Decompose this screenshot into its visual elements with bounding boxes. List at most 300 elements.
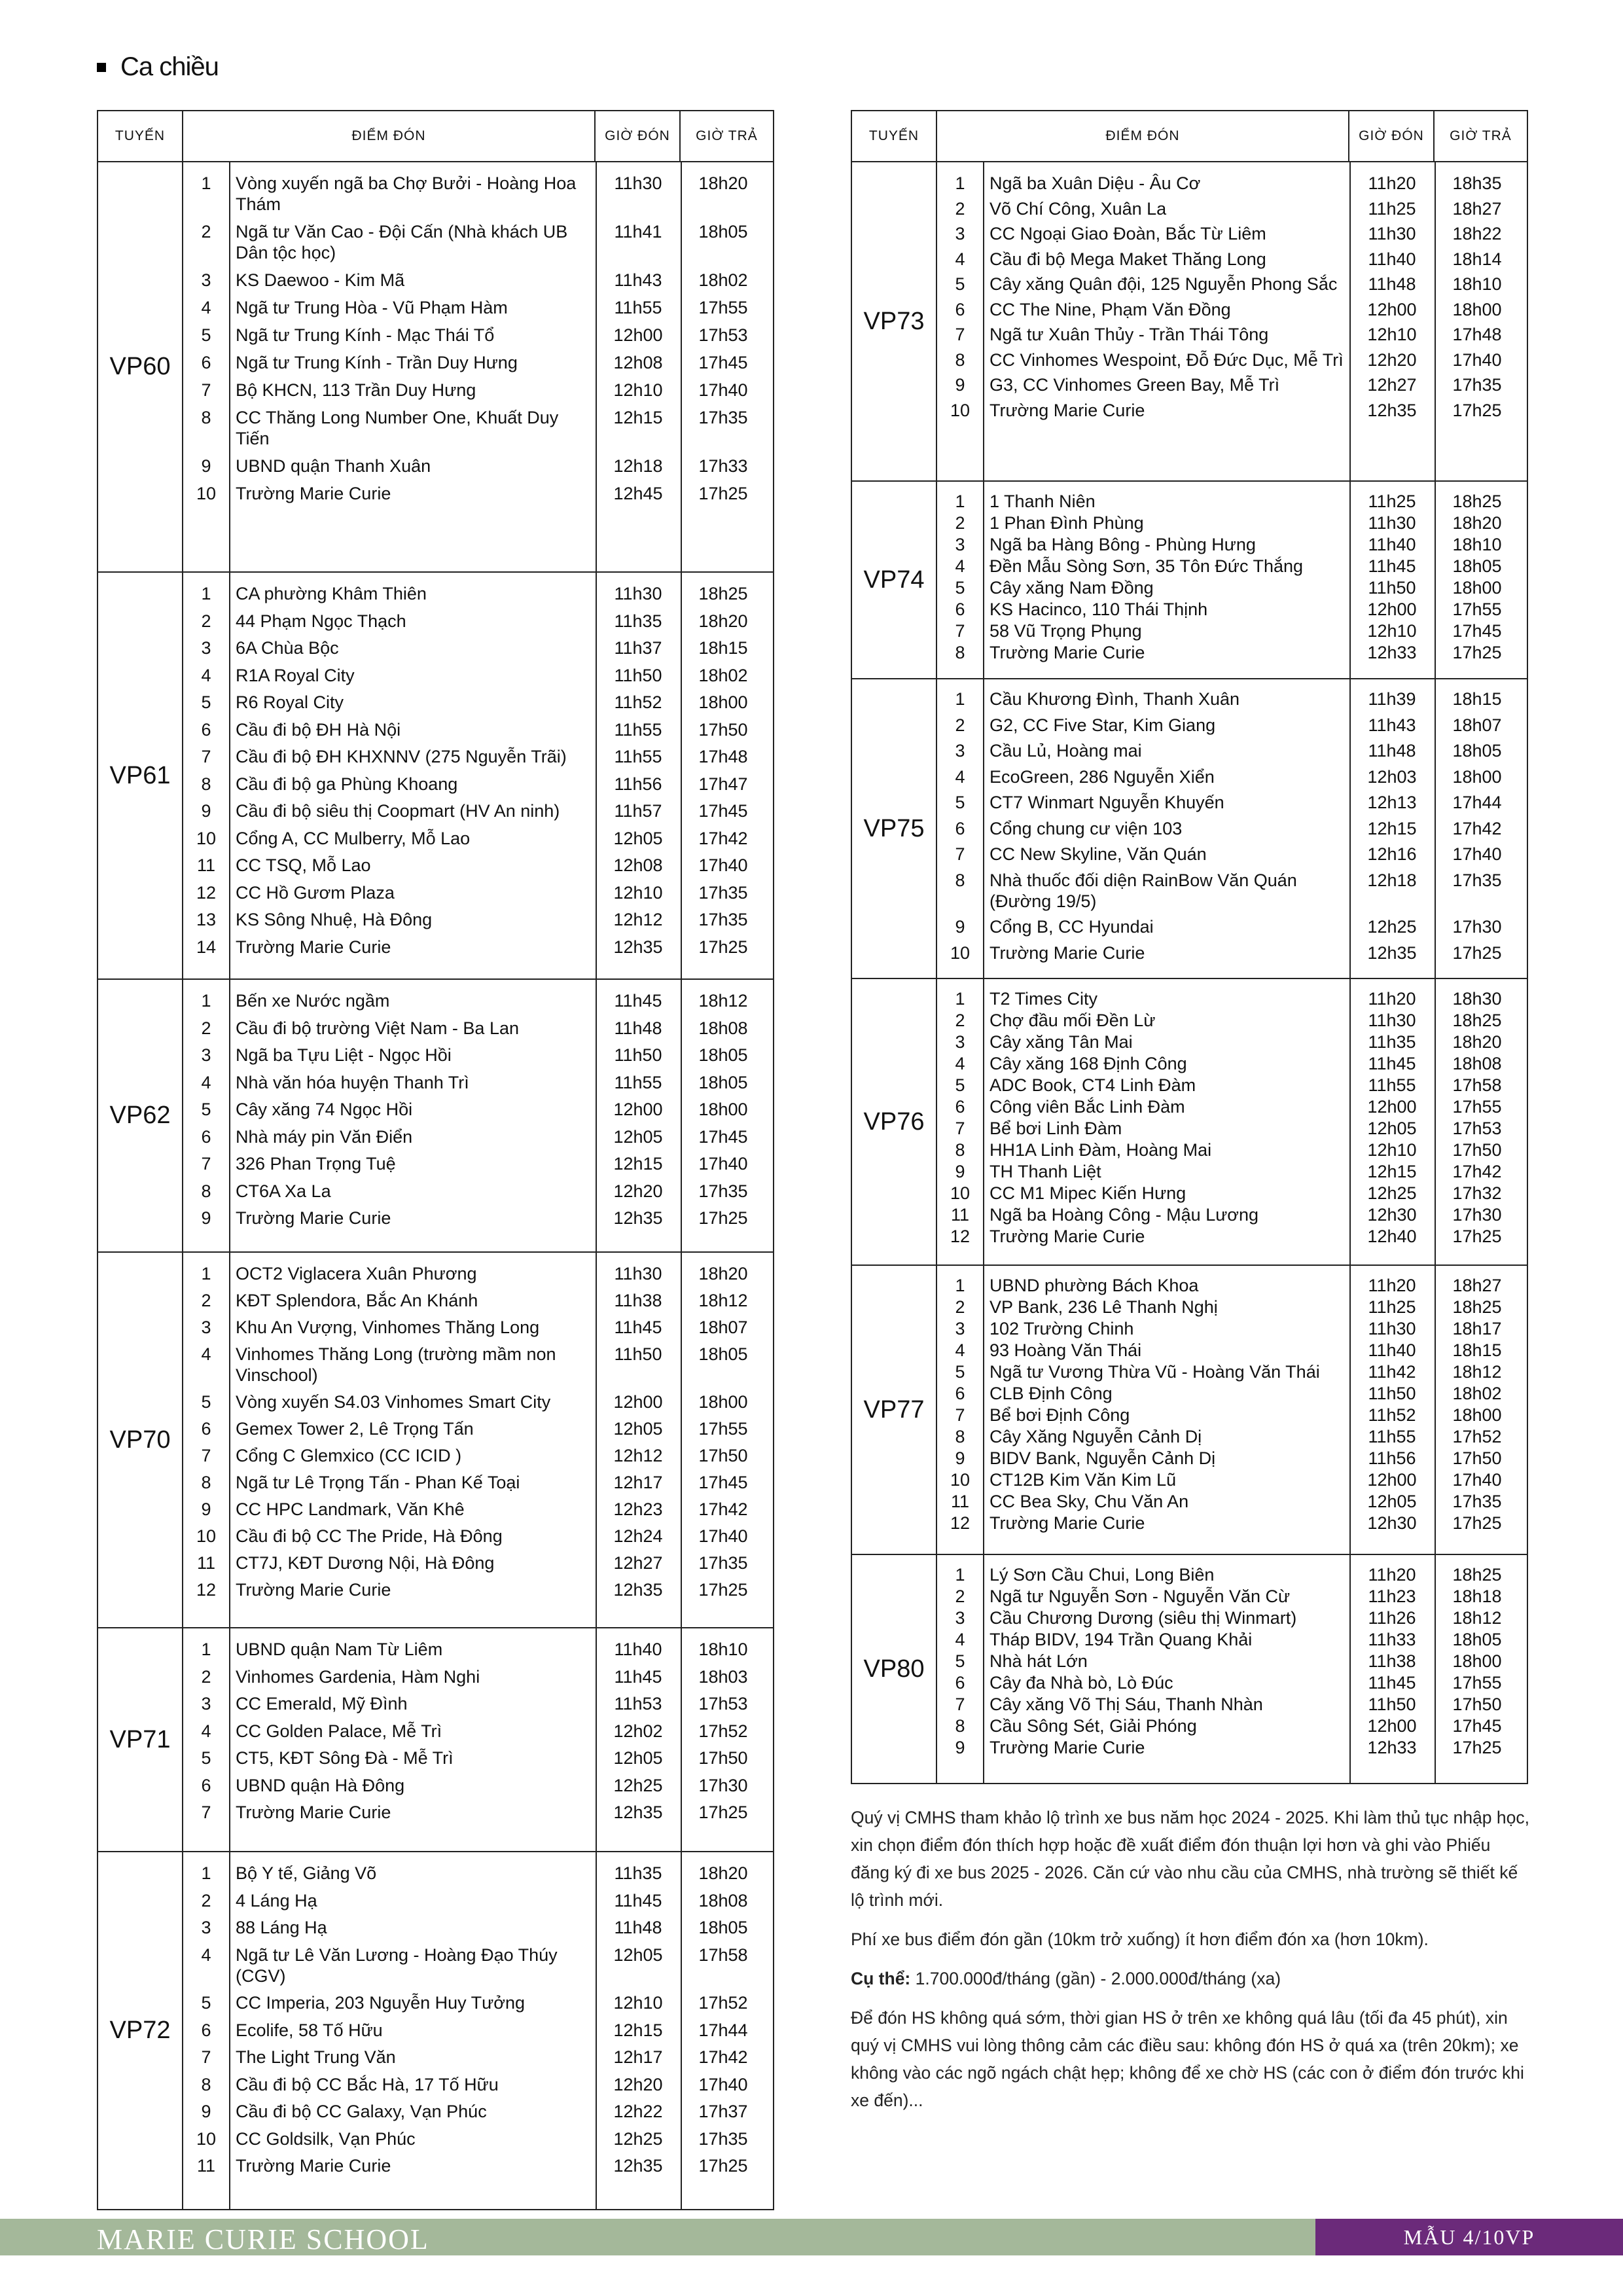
stop-name: Ngã tư Nguyễn Sơn - Nguyễn Văn Cừ [990,1587,1291,1606]
pickup-time: 12h25 [613,2128,663,2149]
column-divider [1349,979,1351,1265]
header-stop: ĐIỂM ĐÓN [183,111,595,162]
stop-number: 5 [955,793,965,812]
stop-name: Cây xăng 74 Ngọc Hồi [236,1100,413,1119]
pickup-time: 11h37 [614,638,662,658]
stop-number: 10 [950,942,971,963]
pickup-time: 11h39 [1368,689,1416,709]
dropoff-time: 18h08 [1452,1054,1502,1073]
stop-number: 6 [955,299,965,319]
stop-number: 4 [201,1945,211,1965]
pickup-time: 11h50 [1368,578,1416,598]
pickup-time: 12h27 [1367,375,1417,395]
stop-name: HH1A Linh Đàm, Hoàng Mai [990,1140,1212,1160]
stop-name: Ngã tư Lê Trọng Tấn - Phan Kế Toại [236,1473,520,1492]
dropoff-time: 18h25 [1452,1011,1502,1030]
dropoff-time: 18h05 [698,1918,748,1937]
pickup-time: 12h15 [613,2020,663,2040]
stop-name: Cầu đi bộ ga Phùng Khoang [236,774,458,794]
stop-number: 9 [201,1208,211,1228]
dropoff-time: 17h42 [698,1499,748,1519]
stop-name: CC Hồ Gươm Plaza [236,882,395,903]
stop-row [183,407,773,449]
dropoff-time: 18h20 [1452,1032,1502,1052]
dropoff-time: 18h25 [1452,1565,1502,1585]
pickup-time: 11h45 [614,991,662,1011]
column-divider [983,1266,984,1554]
column-divider [681,1628,682,1851]
stop-name: 93 Hoàng Văn Thái [990,1340,1142,1360]
stop-row [937,1204,1527,1225]
stop-row [937,1183,1527,1204]
stop-list [937,482,1527,678]
stop-row [937,534,1527,555]
stop-number: 10 [950,400,971,420]
stop-name: VP Bank, 236 Lê Thanh Nghị [990,1297,1218,1317]
column-divider [229,980,230,1251]
stop-name: ADC Book, CT4 Linh Đàm [990,1075,1196,1095]
stop-name: CC HPC Landmark, Văn Khê [236,1499,465,1519]
route-name: VP75 [851,679,936,978]
dropoff-time: 18h05 [698,1072,748,1092]
stop-name: Cầu đi bộ Mega Maket Thăng Long [990,249,1266,269]
dropoff-time: 17h25 [698,484,748,503]
stop-name: 1 Phan Đình Phùng [990,513,1144,533]
stop-name: Trường Marie Curie [990,1513,1145,1533]
pickup-time: 11h38 [1368,1651,1416,1671]
right-route-table [851,110,1528,1784]
pickup-time: 11h50 [1368,1695,1416,1714]
stop-number: 1 [955,1276,965,1295]
stop-name: Cổng C Glemxico (CC ICID ) [236,1446,462,1465]
section-heading [97,52,219,82]
stop-number: 2 [955,1587,965,1606]
pickup-time: 11h55 [614,719,662,740]
stop-name: Lý Sơn Cầu Chui, Long Biên [990,1565,1215,1585]
stop-number: 4 [955,556,965,576]
pickup-time: 11h20 [1368,1565,1416,1585]
header-route: TUYẾN [98,111,183,162]
dropoff-time: 17h40 [698,1154,748,1174]
column-divider [983,979,984,1265]
route-name: VP74 [851,481,936,679]
route-name: VP73 [851,162,936,481]
stop-number: 6 [955,1384,965,1403]
stop-number: 11 [196,1553,216,1573]
stop-number: 4 [955,1054,965,1073]
stop-row [937,620,1527,641]
stop-number: 11 [950,1492,970,1511]
stop-row [183,719,773,740]
pickup-time: 11h40 [1368,535,1416,554]
stop-name: Trường Marie Curie [990,643,1145,662]
pickup-time: 11h45 [614,1318,662,1337]
stop-name: 44 Phạm Ngọc Thạch [236,611,406,631]
stop-name: Bộ KHCN, 113 Trần Duy Hưng [236,380,476,400]
stop-number: 10 [196,828,217,848]
dropoff-time: 18h12 [1452,1608,1502,1628]
stop-name: Bể bơi Định Công [990,1405,1130,1425]
stop-row [183,1863,773,1884]
stop-number: 4 [955,249,965,269]
pickup-time: 11h50 [1368,1384,1416,1403]
pickup-time: 12h15 [613,408,663,427]
pickup-time: 11h20 [1368,173,1416,193]
stop-name: Cầu Khương Đình, Thanh Xuân [990,689,1240,709]
route-name: VP80 [851,1554,936,1784]
stop-name: Khu An Vượng, Vinhomes Thăng Long [236,1318,540,1337]
pickup-time: 11h30 [614,1264,662,1283]
pickup-time: 11h25 [1368,1297,1416,1317]
stop-row [937,715,1527,736]
stop-row [183,937,773,958]
dropoff-time: 17h44 [1452,793,1502,812]
pickup-time: 11h30 [1368,513,1416,533]
dropoff-time: 18h07 [1452,715,1502,735]
stop-number: 8 [955,350,965,370]
stop-name: Nhà văn hóa huyện Thanh Trì [236,1072,469,1092]
pickup-time: 12h10 [1367,621,1417,641]
pickup-time: 12h35 [613,1208,663,1228]
dropoff-time: 17h25 [698,937,748,957]
dropoff-time: 18h00 [1452,299,1502,319]
stop-name: CC New Skyline, Văn Quán [990,844,1207,864]
stop-row [183,1018,773,1039]
stop-row [183,1445,773,1466]
stop-name: Bể bơi Linh Đàm [990,1119,1122,1138]
dropoff-time: 17h52 [1452,1427,1502,1446]
left-route-table [97,110,774,2210]
stop-number: 2 [201,1666,211,1687]
stop-number: 5 [955,1651,965,1671]
dropoff-time: 18h14 [1452,249,1502,269]
stop-number: 7 [955,844,965,864]
dropoff-time: 17h35 [1452,1492,1502,1511]
pickup-time: 11h26 [1368,1608,1416,1628]
dropoff-time: 17h35 [1452,375,1502,395]
route-name: VP71 [98,1628,183,1852]
stop-number: 7 [955,1119,965,1138]
note-intro: Quý vị CMHS tham khảo lộ trình xe bus năm học 2024 - 2025. Khi làm thủ tục nhập học, xin chọn điểm đón thích hợp hoặc đề xuất điểm đón thuận lợi hơn và ghi vào Phiếu đăng ký đi xe bus 2025 - 2026. Căn cứ vào nhu cầu của CMHS, nhà trường sẽ thiết kế lộ trình mới. [851,1808,1529,1910]
stop-row [937,1491,1527,1512]
stop-name: CC Golden Palace, Mễ Trì [236,1721,442,1741]
stop-name: Ngã ba Xuân Diệu - Âu Cơ [990,173,1201,193]
stop-number: 7 [955,325,965,344]
column-divider [1435,1266,1436,1554]
stop-row [937,274,1527,295]
dropoff-time: 18h07 [698,1318,748,1337]
stop-name: EcoGreen, 286 Nguyễn Xiển [990,766,1215,787]
stop-row [937,1010,1527,1031]
dropoff-time: 17h50 [1452,1695,1502,1714]
stop-row [937,1297,1527,1318]
stop-name: Trường Marie Curie [236,484,391,503]
pickup-time: 12h25 [613,1775,663,1795]
stop-row [937,223,1527,244]
stop-row [183,173,773,215]
pickup-time: 11h43 [1368,715,1416,735]
stop-number: 1 [201,1264,211,1283]
stop-number: 6 [201,353,211,372]
pickup-time: 12h13 [1367,793,1417,812]
pickup-time: 11h48 [614,1918,662,1937]
dropoff-time: 18h08 [698,1890,748,1910]
stop-row [937,1075,1527,1096]
stop-row [183,692,773,713]
pickup-time: 11h41 [614,222,662,242]
pickup-time: 11h30 [614,173,662,193]
stop-row [183,1072,773,1093]
stop-row [937,642,1527,663]
stop-row [937,740,1527,761]
dropoff-time: 17h40 [698,1526,748,1546]
stop-row [183,828,773,849]
pickup-time: 11h33 [1368,1630,1416,1649]
note-fee-label: Cụ thể: [851,1969,911,1988]
stop-name: Ecolife, 58 Tố Hữu [236,2020,383,2040]
stop-number: 2 [201,1018,211,1038]
stop-name: 4 Láng Hạ [236,1890,317,1910]
stop-name: T2 Times City [990,989,1098,1009]
pickup-time: 12h40 [1367,1227,1417,1246]
column-divider [1349,482,1351,678]
stop-name: Ngã ba Hoàng Công - Mậu Lương [990,1205,1259,1225]
column-divider [596,1253,597,1627]
stop-list [183,1628,773,1851]
pickup-time: 12h33 [1367,643,1417,662]
route-stops-cell [936,679,1527,978]
stop-name: CT6A Xa La [236,1181,331,1201]
right-schedule-column [851,110,1527,1784]
stop-row [183,774,773,795]
stop-number: 1 [955,1565,965,1585]
pickup-time: 11h57 [614,801,662,821]
dropoff-time: 18h12 [1452,1362,1502,1382]
stop-row [183,1748,773,1768]
column-divider [596,980,597,1251]
pickup-time: 12h23 [613,1499,663,1519]
stop-name: Trường Marie Curie [236,1580,391,1600]
pickup-time: 12h35 [613,1580,663,1600]
dropoff-time: 18h00 [1452,766,1502,787]
pickup-time: 11h55 [1368,1075,1416,1095]
pickup-time: 12h02 [613,1721,663,1741]
stop-number: 1 [201,1640,211,1659]
note-fee-detail [851,1965,1531,1992]
pickup-time: 12h05 [1367,1119,1417,1138]
section-title: Ca chiều [120,52,219,81]
stop-row [937,1031,1527,1052]
stop-row [937,1607,1527,1628]
dropoff-time: 18h12 [698,991,748,1011]
header-pickup: GIỜ ĐÓN [1349,111,1434,162]
column-divider [1349,162,1351,480]
column-divider [681,1253,682,1627]
stop-name: R1A Royal City [236,665,355,685]
stop-name: G2, CC Five Star, Kim Giang [990,715,1216,735]
dropoff-time: 17h42 [1452,818,1502,838]
pickup-time: 12h05 [613,828,663,848]
pickup-time: 12h00 [613,325,663,345]
route-group-vp80 [851,1554,1527,1784]
column-divider [229,162,230,571]
stop-row [183,1317,773,1338]
pickup-time: 12h00 [613,1392,663,1412]
route-stops-cell [183,979,774,1252]
stop-row [183,1181,773,1202]
stop-row [937,1226,1527,1247]
stop-row [183,1666,773,1687]
dropoff-time: 18h25 [1452,492,1502,511]
stop-name: KS Sông Nhuệ, Hà Đông [236,910,433,929]
stop-row [937,1318,1527,1339]
stop-number: 5 [201,1993,211,2013]
stop-name: Cây xăng Quân đội, 125 Nguyễn Phong Sắc [990,274,1338,294]
pickup-time: 11h25 [1368,492,1416,511]
stop-name: Ngã tư Trung Kính - Trần Duy Hưng [236,353,518,372]
stop-number: 12 [196,882,217,903]
stop-number: 12 [950,1513,971,1533]
stop-list [937,979,1527,1265]
stop-name: Trường Marie Curie [990,400,1145,420]
stop-row [183,270,773,291]
dropoff-time: 18h25 [1452,1297,1502,1317]
stop-row [937,1564,1527,1585]
route-name: VP62 [98,979,183,1252]
stop-row [937,299,1527,320]
route-name: VP70 [98,1252,183,1628]
stop-name: CC The Nine, Phạm Văn Đồng [990,299,1231,319]
stop-name: Ngã tư Xuân Thủy - Trần Thái Tông [990,325,1269,344]
column-divider [1349,1266,1351,1554]
stop-name: G3, CC Vinhomes Green Bay, Mễ Trì [990,375,1280,395]
stop-number: 3 [955,1319,965,1338]
stop-row [937,792,1527,813]
stop-list [937,1266,1527,1554]
pickup-time: 11h48 [614,1018,662,1038]
stop-name: Trường Marie Curie [990,1227,1145,1246]
column-divider [681,980,682,1251]
dropoff-time: 18h05 [1452,741,1502,761]
stop-number: 4 [201,298,211,317]
stop-number: 14 [196,937,217,957]
pickup-time: 12h05 [613,1126,663,1147]
column-divider [596,162,597,571]
stop-name: UBND quận Hà Đông [236,1775,405,1795]
table-header-row [98,111,774,162]
stop-number: 4 [201,1072,211,1092]
stop-row [183,1418,773,1439]
dropoff-time: 18h00 [1452,578,1502,598]
dropoff-time: 17h50 [698,1748,748,1768]
dropoff-time: 18h10 [1452,535,1502,554]
dropoff-time: 17h32 [1452,1183,1502,1203]
stop-row [937,1651,1527,1672]
dropoff-time: 17h40 [698,380,748,400]
stop-name: 6A Chùa Bộc [236,638,339,658]
stop-number: 9 [955,375,965,395]
left-table-body [98,162,774,2210]
stop-number: 1 [201,991,211,1011]
stop-name: Trường Marie Curie [236,2156,391,2176]
pickup-time: 12h30 [1367,1513,1417,1533]
stop-row [183,2155,773,2176]
stop-number: 2 [955,198,965,219]
stop-number: 8 [955,1716,965,1736]
stop-number: 3 [201,1045,211,1065]
pickup-time: 11h52 [614,692,662,712]
pickup-time: 12h08 [613,855,663,875]
route-name: VP61 [98,572,183,979]
dropoff-time: 18h30 [1452,989,1502,1009]
stop-number: 4 [201,665,211,685]
stop-number: 11 [196,855,216,875]
dropoff-time: 18h20 [698,173,748,193]
stop-list [183,162,773,571]
column-divider [596,1628,597,1851]
dropoff-time: 17h55 [698,298,748,317]
stop-number: 12 [196,1580,217,1600]
route-group-vp60 [98,162,774,572]
stop-row [937,1118,1527,1139]
stop-row [937,1629,1527,1650]
stop-number: 2 [955,715,965,735]
pickup-time: 11h45 [1368,1673,1416,1693]
stop-row [937,1672,1527,1693]
pickup-time: 12h00 [1367,1097,1417,1117]
pickup-time: 12h05 [613,1748,663,1768]
stop-number: 6 [955,1673,965,1693]
stop-number: 5 [955,578,965,598]
stop-number: 10 [950,1470,971,1490]
pickup-time: 12h08 [613,353,663,372]
stop-row [937,1694,1527,1715]
pickup-time: 11h48 [1368,274,1416,294]
pickup-time: 11h50 [614,1344,662,1364]
stop-number: 5 [955,274,965,294]
stop-row [937,844,1527,865]
dropoff-time: 17h45 [698,801,748,821]
dropoff-time: 18h08 [698,1018,748,1038]
stop-row [937,870,1527,912]
pickup-time: 12h33 [1367,1738,1417,1757]
right-table-body [851,162,1527,1784]
dropoff-time: 18h00 [1452,1405,1502,1425]
dropoff-time: 18h25 [698,584,748,603]
column-divider [1435,979,1436,1265]
stop-row [183,1890,773,1911]
stop-row [937,1513,1527,1534]
pickup-time: 12h15 [1367,818,1417,838]
stop-row [937,491,1527,512]
stop-number: 8 [955,643,965,662]
stop-number: 3 [201,1918,211,1937]
stop-number: 5 [955,1075,965,1095]
pickup-time: 11h35 [614,1863,662,1883]
dropoff-time: 17h45 [1452,1716,1502,1736]
column-divider [983,679,984,978]
dropoff-time: 17h44 [698,2020,748,2040]
stop-name: UBND phường Bách Khoa [990,1276,1199,1295]
stop-row [183,1472,773,1493]
pickup-time: 11h52 [1368,1405,1416,1425]
stop-number: 7 [201,2047,211,2067]
stop-number: 1 [201,173,211,193]
stop-name: Vinhomes Gardenia, Hàm Nghi [236,1666,480,1687]
column-divider [229,1852,230,2209]
pickup-time: 11h42 [1368,1362,1416,1382]
dropoff-time: 18h15 [1452,689,1502,709]
